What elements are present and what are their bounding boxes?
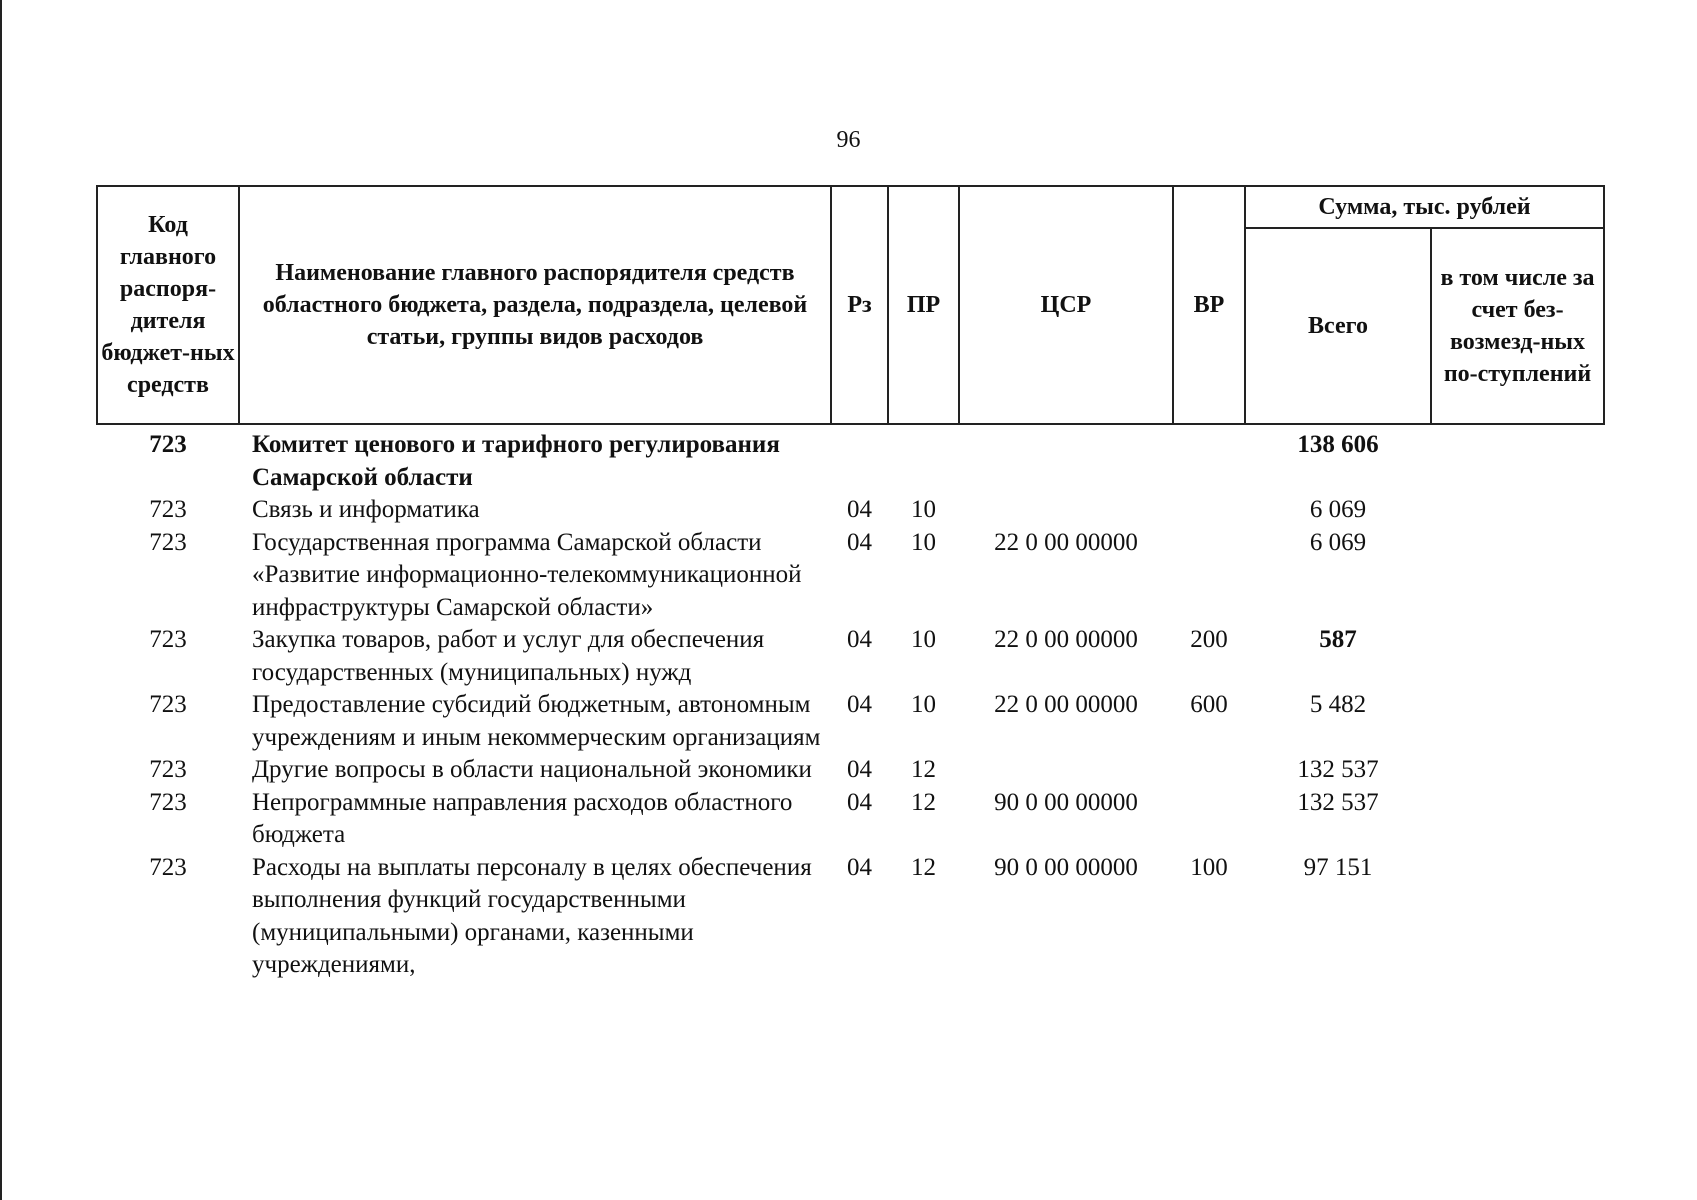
header-csr: ЦСР xyxy=(959,186,1173,424)
cell-rz: 04 xyxy=(847,853,872,881)
header-name: Наименование главного распорядителя средств областного бюджета, раздела, подраздела, целевой статьи, группы видов расходов xyxy=(239,186,831,424)
cell-code: 723 xyxy=(149,528,187,556)
cell-csr xyxy=(959,424,1173,494)
page-number: 96 xyxy=(836,127,861,153)
cell-pr: 12 xyxy=(911,853,936,881)
cell-free xyxy=(1431,689,1604,754)
table-row xyxy=(97,494,1604,527)
cell-free xyxy=(1431,494,1604,527)
cell-name: Государственная программа Самарской области «Развитие информационно-телекоммуникационной инфраструктуры Самарской области» xyxy=(252,528,802,621)
cell-total: 132 537 xyxy=(1297,756,1379,783)
table-row xyxy=(97,624,1604,689)
header-rz: Рз xyxy=(831,186,888,424)
cell-rz: 04 xyxy=(847,691,872,718)
cell-pr: 10 xyxy=(911,691,936,718)
table-header xyxy=(97,186,1604,424)
budget-table xyxy=(96,185,1605,982)
cell-pr: 12 xyxy=(911,788,936,816)
cell-name: Другие вопросы в области национальной экономики xyxy=(252,756,812,783)
cell-rz: 04 xyxy=(847,528,872,556)
cell-code: 723 xyxy=(149,496,187,523)
table-row xyxy=(97,689,1604,754)
cell-free xyxy=(1431,754,1604,787)
cell-pr: 10 xyxy=(911,528,936,556)
cell-total: 5 482 xyxy=(1309,691,1367,718)
cell-vr xyxy=(1173,787,1245,852)
cell-csr: 22 0 00 00000 xyxy=(994,528,1138,556)
cell-name: Непрограммные направления расходов областного бюджета xyxy=(252,788,793,848)
cell-csr xyxy=(959,494,1173,527)
cell-pr: 12 xyxy=(911,756,936,783)
cell-code: 723 xyxy=(149,691,187,718)
cell-csr xyxy=(959,754,1173,787)
cell-name: Предоставление субсидий бюджетным, автономным учреждениям и иным некоммерческим организациям xyxy=(252,691,821,751)
cell-rz xyxy=(831,424,888,494)
cell-pr: 10 xyxy=(911,626,936,653)
cell-name: Расходы на выплаты персоналу в целях обеспечения выполнения функций государственными (муниципальными) органами, казенными учреждениями, xyxy=(252,853,812,978)
cell-vr xyxy=(1173,494,1245,527)
cell-vr xyxy=(1173,754,1245,787)
cell-name: Комитет ценового и тарифного регулирования Самарской области xyxy=(252,431,780,491)
cell-code: 723 xyxy=(149,756,187,783)
table-body xyxy=(97,424,1604,982)
header-sum: Сумма, тыс. рублей xyxy=(1245,186,1604,228)
table-row xyxy=(97,787,1604,852)
header-code: Код главного распоря-дителя бюджет-ных средств xyxy=(97,186,239,424)
cell-rz: 04 xyxy=(847,756,872,783)
table-row xyxy=(97,852,1604,982)
cell-rz: 04 xyxy=(847,788,872,816)
header-total: Всего xyxy=(1245,228,1431,424)
cell-free xyxy=(1431,424,1604,494)
cell-free xyxy=(1431,852,1604,982)
cell-total: 97 151 xyxy=(1303,853,1373,881)
cell-total: 587 xyxy=(1319,626,1357,653)
cell-rz: 04 xyxy=(847,496,872,523)
table-row xyxy=(97,424,1604,494)
cell-name: Закупка товаров, работ и услуг для обеспечения государственных (муниципальных) нужд xyxy=(252,626,765,686)
cell-code: 723 xyxy=(149,788,187,816)
cell-total: 6 069 xyxy=(1309,496,1367,523)
cell-rz: 04 xyxy=(847,626,872,653)
cell-code: 723 xyxy=(149,853,187,881)
cell-csr: 90 0 00 00000 xyxy=(994,788,1138,816)
cell-free xyxy=(1431,624,1604,689)
cell-vr xyxy=(1173,424,1245,494)
cell-vr: 200 xyxy=(1190,626,1228,653)
cell-vr: 600 xyxy=(1190,691,1228,718)
table-row xyxy=(97,754,1604,787)
cell-vr: 100 xyxy=(1190,853,1228,881)
cell-vr xyxy=(1173,527,1245,625)
table-row xyxy=(97,527,1604,625)
cell-free xyxy=(1431,787,1604,852)
header-free: в том числе за счет без-возмезд-ных по-ступлений xyxy=(1431,228,1604,424)
cell-csr: 22 0 00 00000 xyxy=(994,691,1138,718)
cell-name: Связь и информатика xyxy=(252,496,480,523)
cell-pr xyxy=(888,424,959,494)
cell-total: 138 606 xyxy=(1297,431,1379,458)
cell-csr: 22 0 00 00000 xyxy=(994,626,1138,653)
page-edge-line xyxy=(0,0,2,1200)
cell-csr: 90 0 00 00000 xyxy=(994,853,1138,881)
cell-code: 723 xyxy=(149,431,187,458)
cell-total: 132 537 xyxy=(1297,788,1379,816)
header-vr: ВР xyxy=(1173,186,1245,424)
cell-code: 723 xyxy=(149,626,187,653)
cell-pr: 10 xyxy=(911,496,936,523)
header-pr: ПР xyxy=(888,186,959,424)
cell-free xyxy=(1431,527,1604,625)
cell-total: 6 069 xyxy=(1309,528,1367,556)
